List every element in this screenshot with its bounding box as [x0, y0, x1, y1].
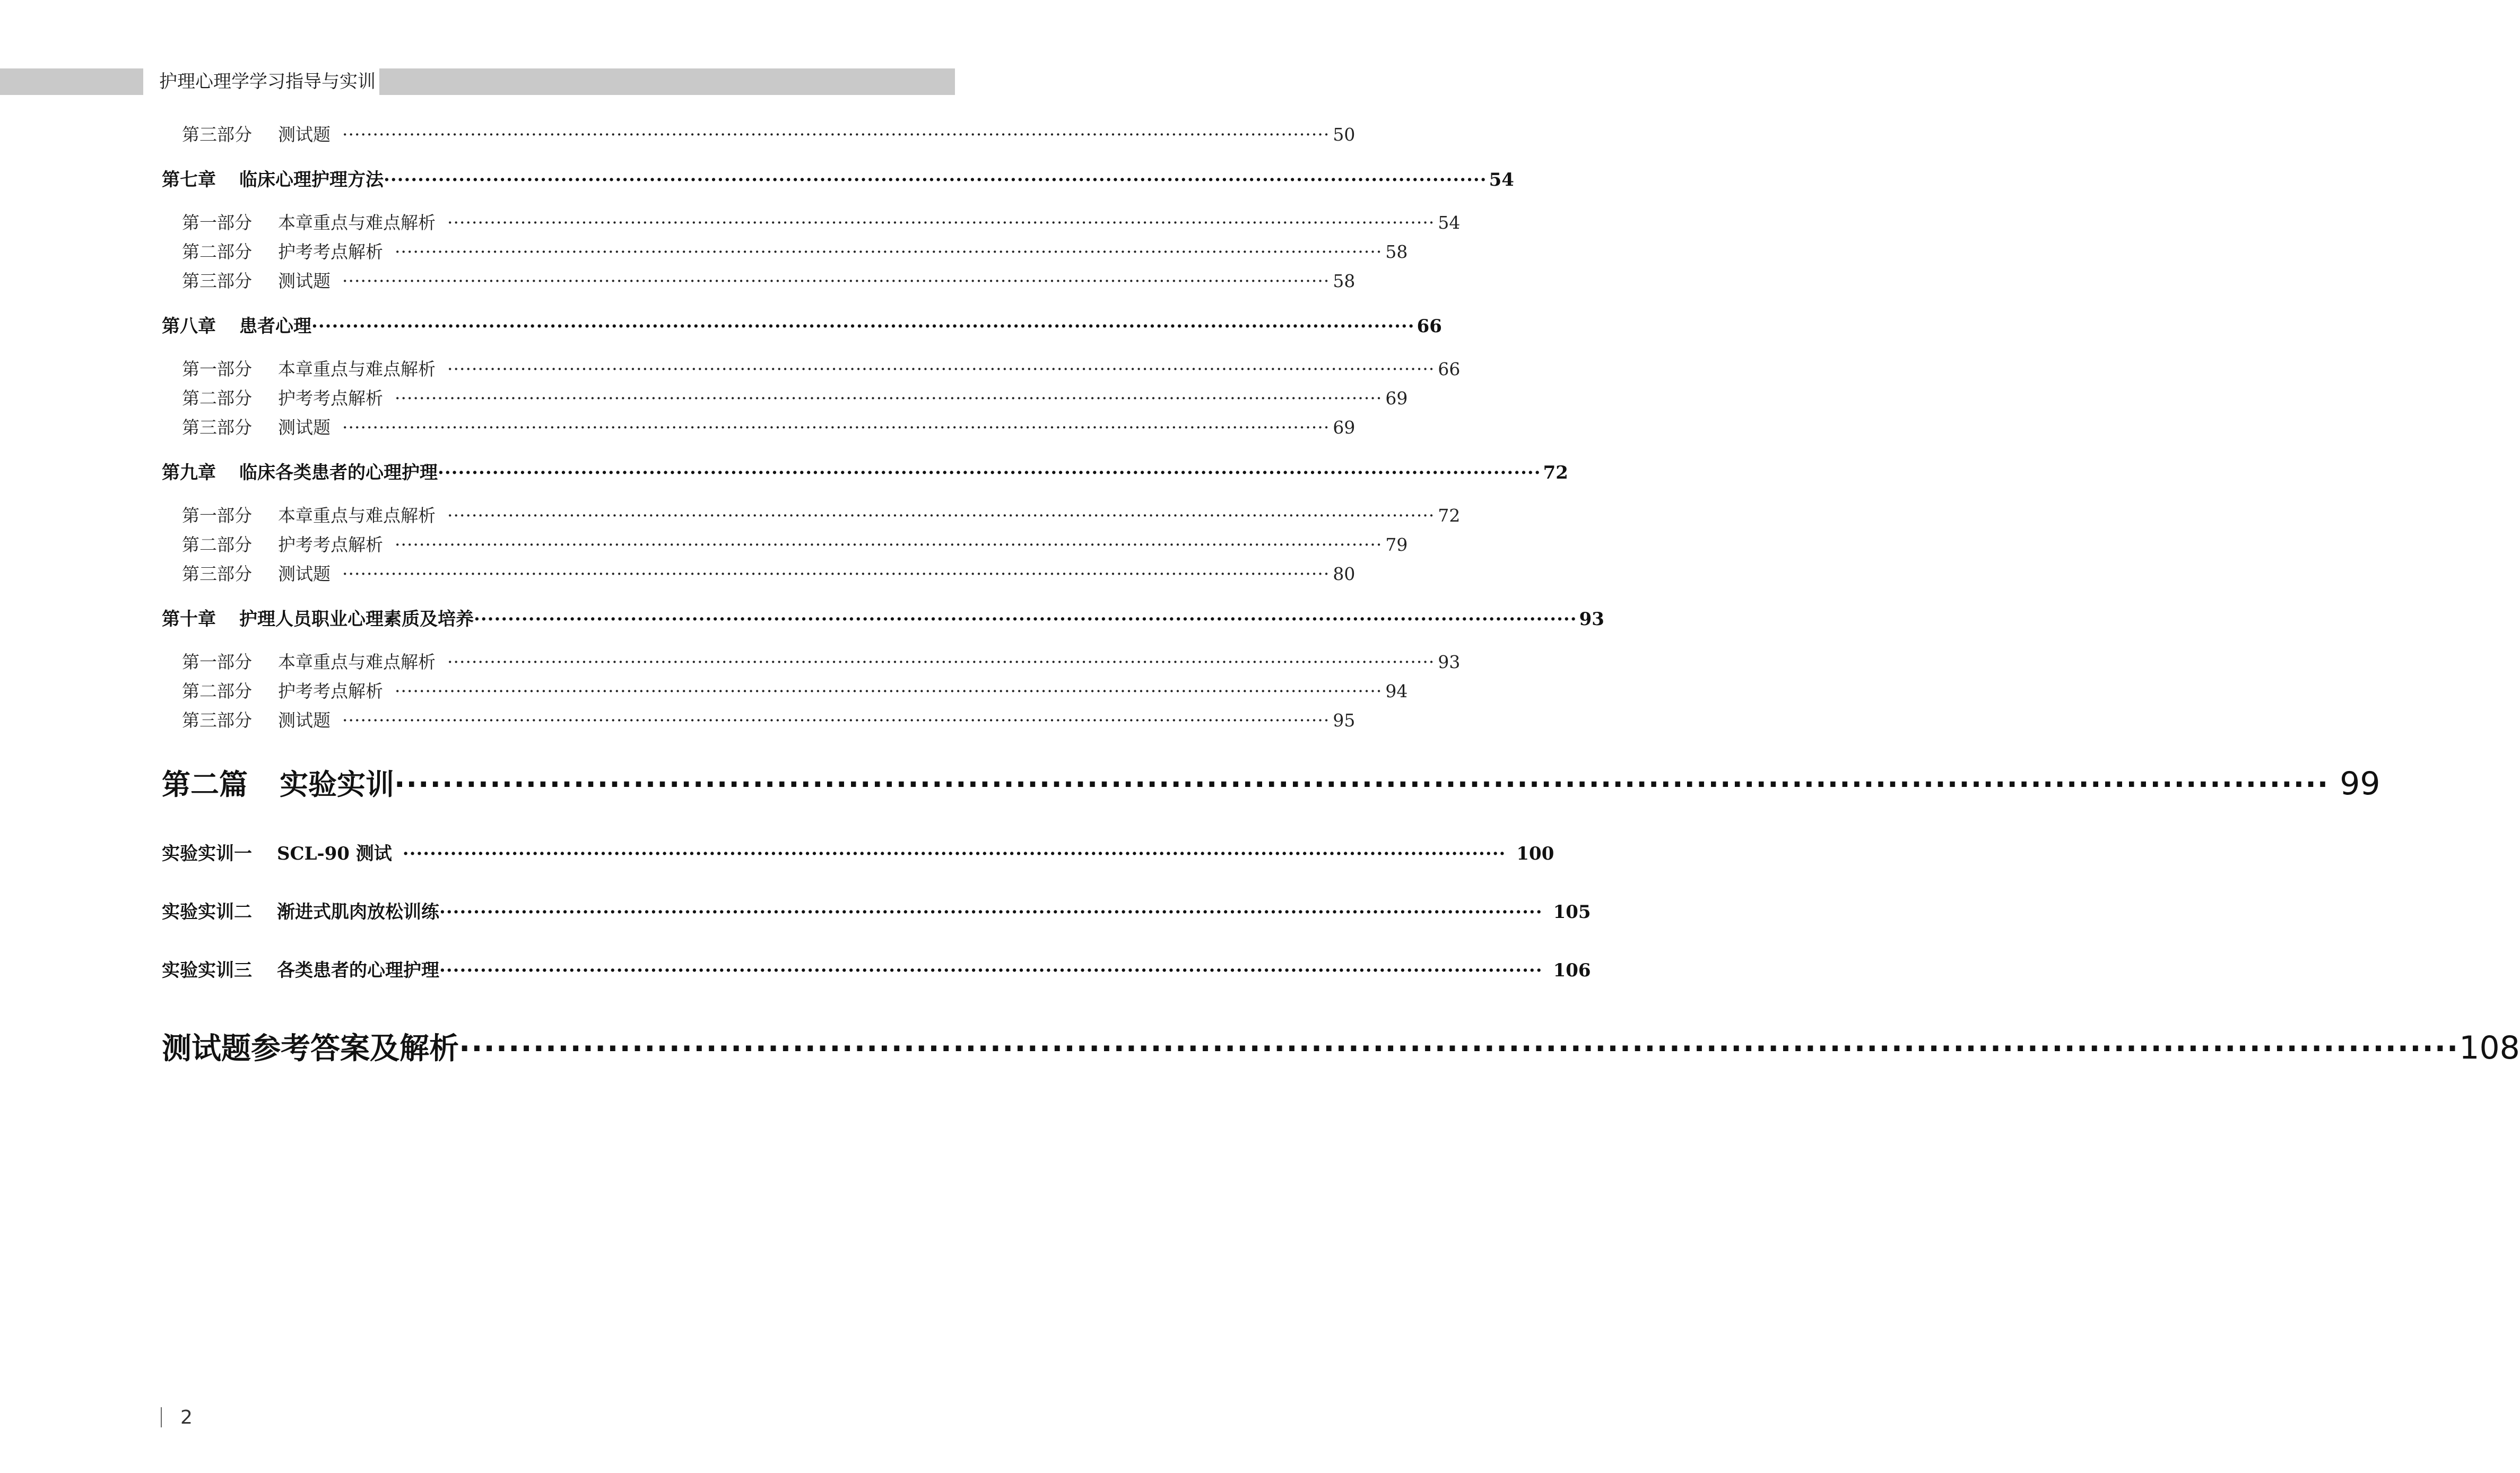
entry-label: 第二篇 [162, 768, 248, 801]
entry-title: 测试题 [278, 710, 331, 731]
entry-title: 实验实训 [280, 768, 394, 801]
toc-entry-chapter[interactable] [162, 311, 1442, 337]
toc-entry-lab[interactable] [162, 897, 1591, 923]
dot-leader: ·································································································································································· [342, 417, 1330, 438]
toc-entry-section[interactable] [182, 385, 1408, 410]
entry-label: 实验实训一 [162, 843, 252, 864]
dot-leader: ·································································································································································· [395, 534, 1383, 555]
entry-page: 93 [1579, 609, 1604, 630]
entry-label: 第七章 [162, 169, 216, 190]
dot-leader: ·································································································································································· [459, 1032, 2460, 1066]
entry-title: 护理人员职业心理素质及培养 [239, 609, 474, 630]
entry-title: 患者心理 [239, 316, 311, 337]
entry-page: 66 [1438, 359, 1461, 379]
footer-rule [161, 1407, 162, 1427]
toc-entry-section[interactable] [182, 414, 1355, 439]
entry-page: 72 [1543, 462, 1568, 483]
page-number: 2 [180, 1407, 193, 1428]
entry-title: 护考考点解析 [278, 534, 383, 555]
toc-entry-answers[interactable] [162, 1025, 2520, 1068]
entry-page: 100 [1516, 843, 1554, 864]
entry-label: 实验实训三 [162, 960, 252, 981]
dot-leader: ·································································································································································· [402, 843, 1506, 864]
entry-label: 第二部分 [182, 534, 252, 555]
dot-leader: ·································································································································································· [342, 124, 1330, 145]
toc-entry-section[interactable] [182, 209, 1461, 234]
entry-label: 第八章 [162, 316, 216, 337]
toc-entry-section[interactable] [182, 238, 1408, 263]
entry-page: 69 [1333, 417, 1355, 438]
entry-label: 第三部分 [182, 271, 252, 291]
dot-leader: ·································································································································································· [474, 609, 1577, 630]
entry-label: 第三部分 [182, 564, 252, 584]
entry-label: 第三部分 [182, 710, 252, 731]
entry-page: 93 [1438, 652, 1461, 672]
entry-title: 护考考点解析 [278, 388, 383, 409]
dot-leader: ·································································································································································· [447, 359, 1435, 379]
entry-label: 第一部分 [182, 505, 252, 526]
toc-entry-section[interactable] [182, 121, 1355, 146]
toc-entry-section[interactable] [182, 707, 1355, 732]
dot-leader: ·································································································································································· [439, 960, 1543, 981]
dot-leader: ·································································································································································· [447, 212, 1435, 233]
dot-leader: ·································································································································································· [438, 462, 1541, 483]
entry-page: 105 [1553, 902, 1591, 923]
entry-page: 95 [1333, 710, 1355, 731]
entry-page: 66 [1417, 316, 1442, 337]
dot-leader: ·································································································································································· [384, 169, 1487, 190]
toc-entry-lab[interactable] [162, 956, 1591, 982]
entry-title: 各类患者的心理护理 [277, 960, 439, 981]
entry-title: SCL-90 测试 [277, 843, 392, 864]
entry-label: 实验实训二 [162, 902, 252, 923]
entry-label: 第三部分 [182, 417, 252, 438]
toc-entry-section[interactable] [182, 560, 1355, 585]
header-bar-left [0, 68, 143, 95]
entry-title: 临床各类患者的心理护理 [239, 462, 438, 483]
entry-label: 第十章 [162, 609, 216, 630]
toc-entry-chapter[interactable] [162, 458, 1568, 484]
entry-page: 54 [1438, 212, 1461, 233]
entry-title: 本章重点与难点解析 [278, 212, 436, 233]
toc-entry-section[interactable] [182, 356, 1461, 380]
entry-title: 测试题参考答案及解析 [162, 1032, 459, 1066]
toc-entry-section[interactable] [182, 678, 1408, 703]
toc-entry-section[interactable] [182, 502, 1461, 527]
entry-page: 94 [1385, 681, 1408, 701]
dot-leader: ·································································································································································· [342, 710, 1330, 731]
entry-title: 护考考点解析 [278, 681, 383, 701]
dot-leader: ·································································································································································· [342, 271, 1330, 291]
dot-leader: ·································································································································································· [395, 241, 1383, 262]
entry-page: 54 [1489, 169, 1514, 190]
entry-label: 第九章 [162, 462, 216, 483]
entry-title: 本章重点与难点解析 [278, 652, 436, 672]
entry-page: 69 [1385, 388, 1408, 409]
dot-leader: ·································································································································································· [395, 681, 1383, 701]
entry-label: 第二部分 [182, 388, 252, 409]
dot-leader: ·································································································································································· [447, 505, 1435, 526]
dot-leader: ·································································································································································· [395, 388, 1383, 409]
toc-entry-section[interactable] [182, 267, 1355, 292]
entry-page: 99 [2340, 765, 2380, 802]
entry-page: 79 [1385, 534, 1408, 555]
entry-label: 第三部分 [182, 124, 252, 145]
entry-title: 本章重点与难点解析 [278, 359, 436, 379]
entry-page: 72 [1438, 505, 1461, 526]
entry-title: 临床心理护理方法 [239, 169, 384, 190]
entry-page: 58 [1385, 241, 1408, 262]
entry-page: 50 [1333, 124, 1355, 145]
toc-entry-section[interactable] [182, 531, 1408, 556]
entry-title: 渐进式肌肉放松训练 [277, 902, 439, 923]
running-header-title: 护理心理学学习指导与实训 [159, 71, 376, 92]
entry-page: 80 [1333, 564, 1355, 584]
entry-label: 第一部分 [182, 212, 252, 233]
entry-label: 第二部分 [182, 241, 252, 262]
toc-entry-chapter[interactable] [162, 604, 1604, 630]
entry-label: 第一部分 [182, 652, 252, 672]
dot-leader: ·································································································································································· [439, 902, 1543, 923]
toc-entry-section[interactable] [182, 648, 1461, 673]
entry-title: 本章重点与难点解析 [278, 505, 436, 526]
entry-label: 第二部分 [182, 681, 252, 701]
entry-label: 第一部分 [182, 359, 252, 379]
entry-page: 58 [1333, 271, 1355, 291]
toc-entry-chapter[interactable] [162, 165, 1514, 191]
entry-title: 测试题 [278, 124, 331, 145]
entry-title: 测试题 [278, 417, 331, 438]
header-bar-right [379, 68, 955, 95]
dot-leader: ·································································································································································· [342, 564, 1330, 584]
entry-title: 护考考点解析 [278, 241, 383, 262]
entry-title: 测试题 [278, 564, 331, 584]
entry-page: 108 [2459, 1029, 2520, 1067]
toc-entry-part[interactable] [162, 762, 2380, 803]
toc-entry-lab[interactable] [162, 839, 1554, 865]
dot-leader: ·································································································································································· [311, 316, 1415, 337]
dot-leader: ·································································································································································· [394, 768, 2330, 801]
dot-leader: ·································································································································································· [447, 652, 1435, 672]
entry-title: 测试题 [278, 271, 331, 291]
entry-page: 106 [1553, 960, 1591, 981]
